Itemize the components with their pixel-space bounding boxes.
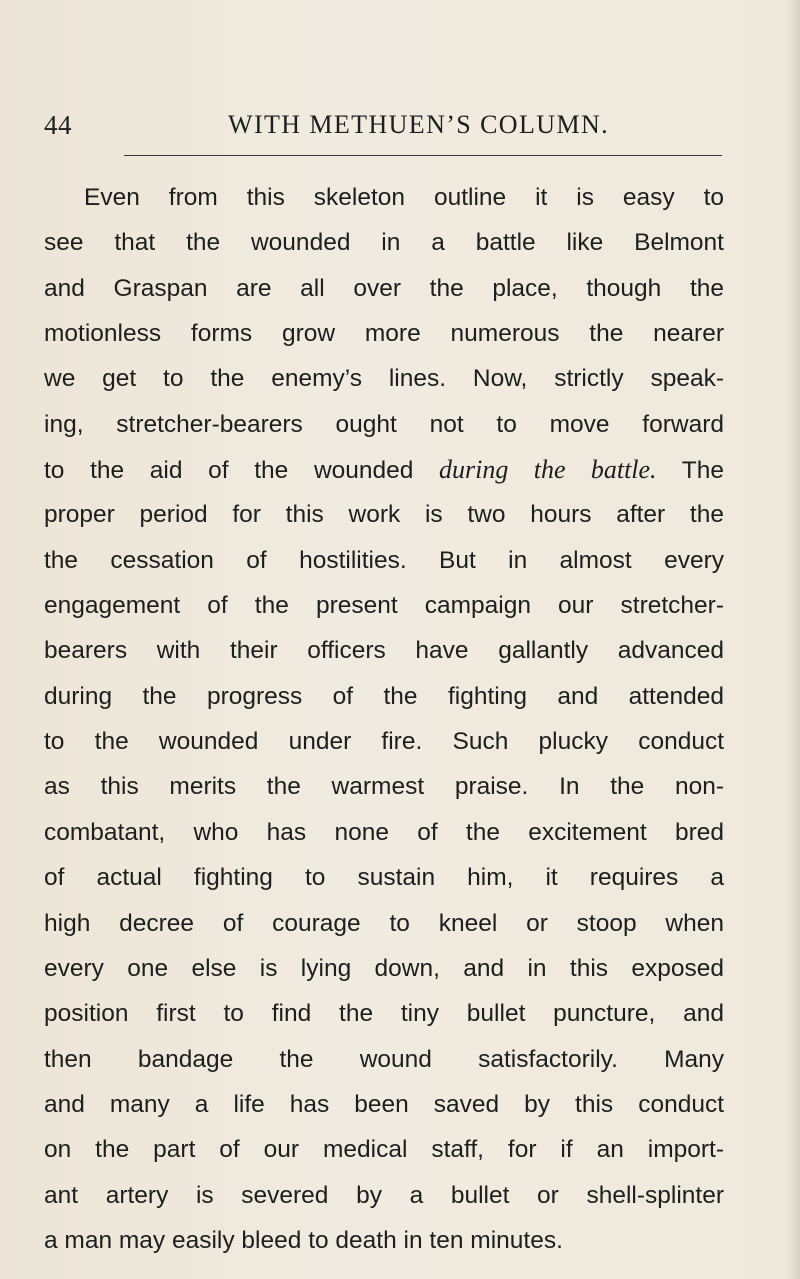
text-line: proper period for this work is two hours after the bbox=[44, 501, 724, 529]
text-line: the cessation of hostilities. But in almost every bbox=[44, 546, 724, 574]
text-line: Even from this skeleton outline it is easy to bbox=[84, 184, 724, 211]
text-line: combatant, who has none of the excitement bred bbox=[44, 818, 724, 846]
text-line: and Graspan are all over the place, though the bbox=[44, 274, 724, 302]
text-line: high decree of courage to kneel or stoop when bbox=[44, 909, 724, 937]
text-line: we get to the enemy’s lines. Now, strictly speak- bbox=[44, 365, 724, 393]
running-head bbox=[44, 110, 724, 150]
text-line: during the progress of the fighting and attended bbox=[44, 682, 724, 710]
text-line: every one else is lying down, and in this exposed bbox=[44, 954, 724, 982]
text-line: engagement of the present campaign our stretcher- bbox=[44, 592, 724, 620]
running-title: WITH METHUEN’S COLUMN. bbox=[228, 110, 610, 139]
text-line: a man may easily bleed to death in ten minutes. bbox=[44, 1226, 563, 1254]
page-number: 44 bbox=[44, 110, 72, 140]
text-span: The bbox=[656, 457, 724, 485]
text-line: as this merits the warmest praise. In the non- bbox=[44, 773, 724, 801]
text-line: motionless forms grow more numerous the nearer bbox=[44, 320, 724, 348]
text-line: then bandage the wound satisfactorily. Many bbox=[44, 1045, 724, 1073]
text-line: ant artery is severed by a bullet or shell-splinter bbox=[44, 1181, 724, 1209]
body-paragraph bbox=[44, 175, 724, 1263]
text-line: of actual fighting to sustain him, it requires a bbox=[44, 864, 724, 892]
text-line: bearers with their officers have gallantly advanced bbox=[44, 637, 724, 665]
text-line: to the wounded under fire. Such plucky conduct bbox=[44, 728, 724, 756]
text-line: on the part of our medical staff, for if an import- bbox=[44, 1136, 724, 1164]
page-edge-shadow bbox=[786, 0, 800, 1279]
header-rule bbox=[124, 155, 722, 156]
text-line: position first to find the tiny bullet puncture, and bbox=[44, 1000, 724, 1028]
text-line: see that the wounded in a battle like Belmont bbox=[44, 229, 724, 257]
text-line: ing, stretcher-bearers ought not to move forward bbox=[44, 410, 724, 438]
text-span: to the aid of the wounded bbox=[44, 457, 440, 485]
italic-emphasis: during the battle. bbox=[439, 455, 657, 485]
text-line: and many a life has been saved by this conduct bbox=[44, 1090, 724, 1118]
text-line-with-italic bbox=[44, 447, 724, 492]
